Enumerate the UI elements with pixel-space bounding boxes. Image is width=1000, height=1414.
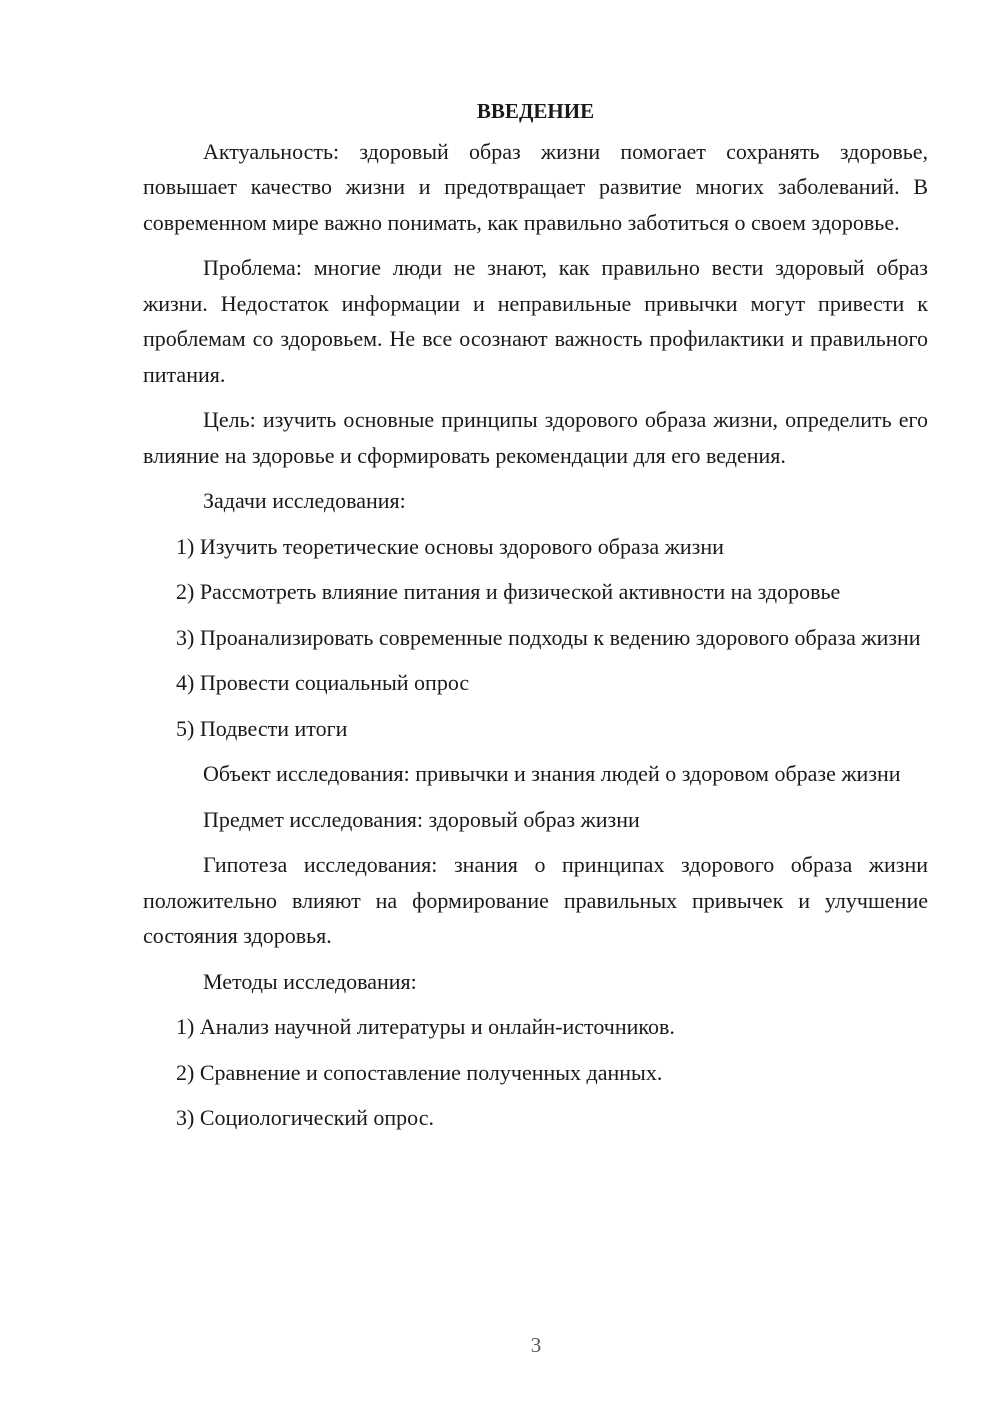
task-item: 4) Провести социальный опрос [176,670,470,695]
subject-paragraph: Предмет исследования: здоровый образ жизни [203,806,640,832]
page-number: 3 [530,1333,542,1357]
page-content [143,94,928,1146]
problem-paragraph: Проблема: многие люди не знают, как правильно вести здоровый образ жизни. Недостаток информации и неправильные привычки могут привести к проблемам со здоровьем. Не все осознают важность профилактики и правильного питания. [143,255,928,387]
method-item: 1) Анализ научной литературы и онлайн-источников. [176,1014,675,1039]
relevance-paragraph: Актуальность: здоровый образ жизни помогает сохранять здоровье, повышает качество жизни и предотвращает развитие многих заболеваний. В современном мире важно понимать, как правильно заботиться о своем здоровье. [143,138,928,235]
task-item: 1) Изучить теоретические основы здорового образа жизни [176,533,724,559]
goal-paragraph: Цель: изучить основные принципы здорового образа жизни, определить его влияние на здоровье и сформировать рекомендации для его ведения. [143,407,928,468]
task-item: 5) Подвести итоги [176,715,348,741]
section-title: ВВЕДЕНИЕ [476,99,595,123]
tasks-heading: Задачи исследования: [203,488,406,513]
hypothesis-paragraph: Гипотеза исследования: знания о принципах здорового образа жизни положительно влияют на формирование правильных привычек и улучшение состояния здоровья. [143,852,928,948]
task-item: 2) Рассмотреть влияние питания и физической активности на здоровье [176,579,841,604]
object-paragraph: Объект исследования: привычки и знания людей о здоровом образе жизни [203,761,901,786]
methods-heading: Методы исследования: [203,968,417,994]
method-item: 3) Социологический опрос. [176,1105,434,1130]
task-item: 3) Проанализировать современные подходы к ведению здорового образа жизни [176,624,921,650]
method-item: 2) Сравнение и сопоставление полученных данных. [176,1059,663,1085]
